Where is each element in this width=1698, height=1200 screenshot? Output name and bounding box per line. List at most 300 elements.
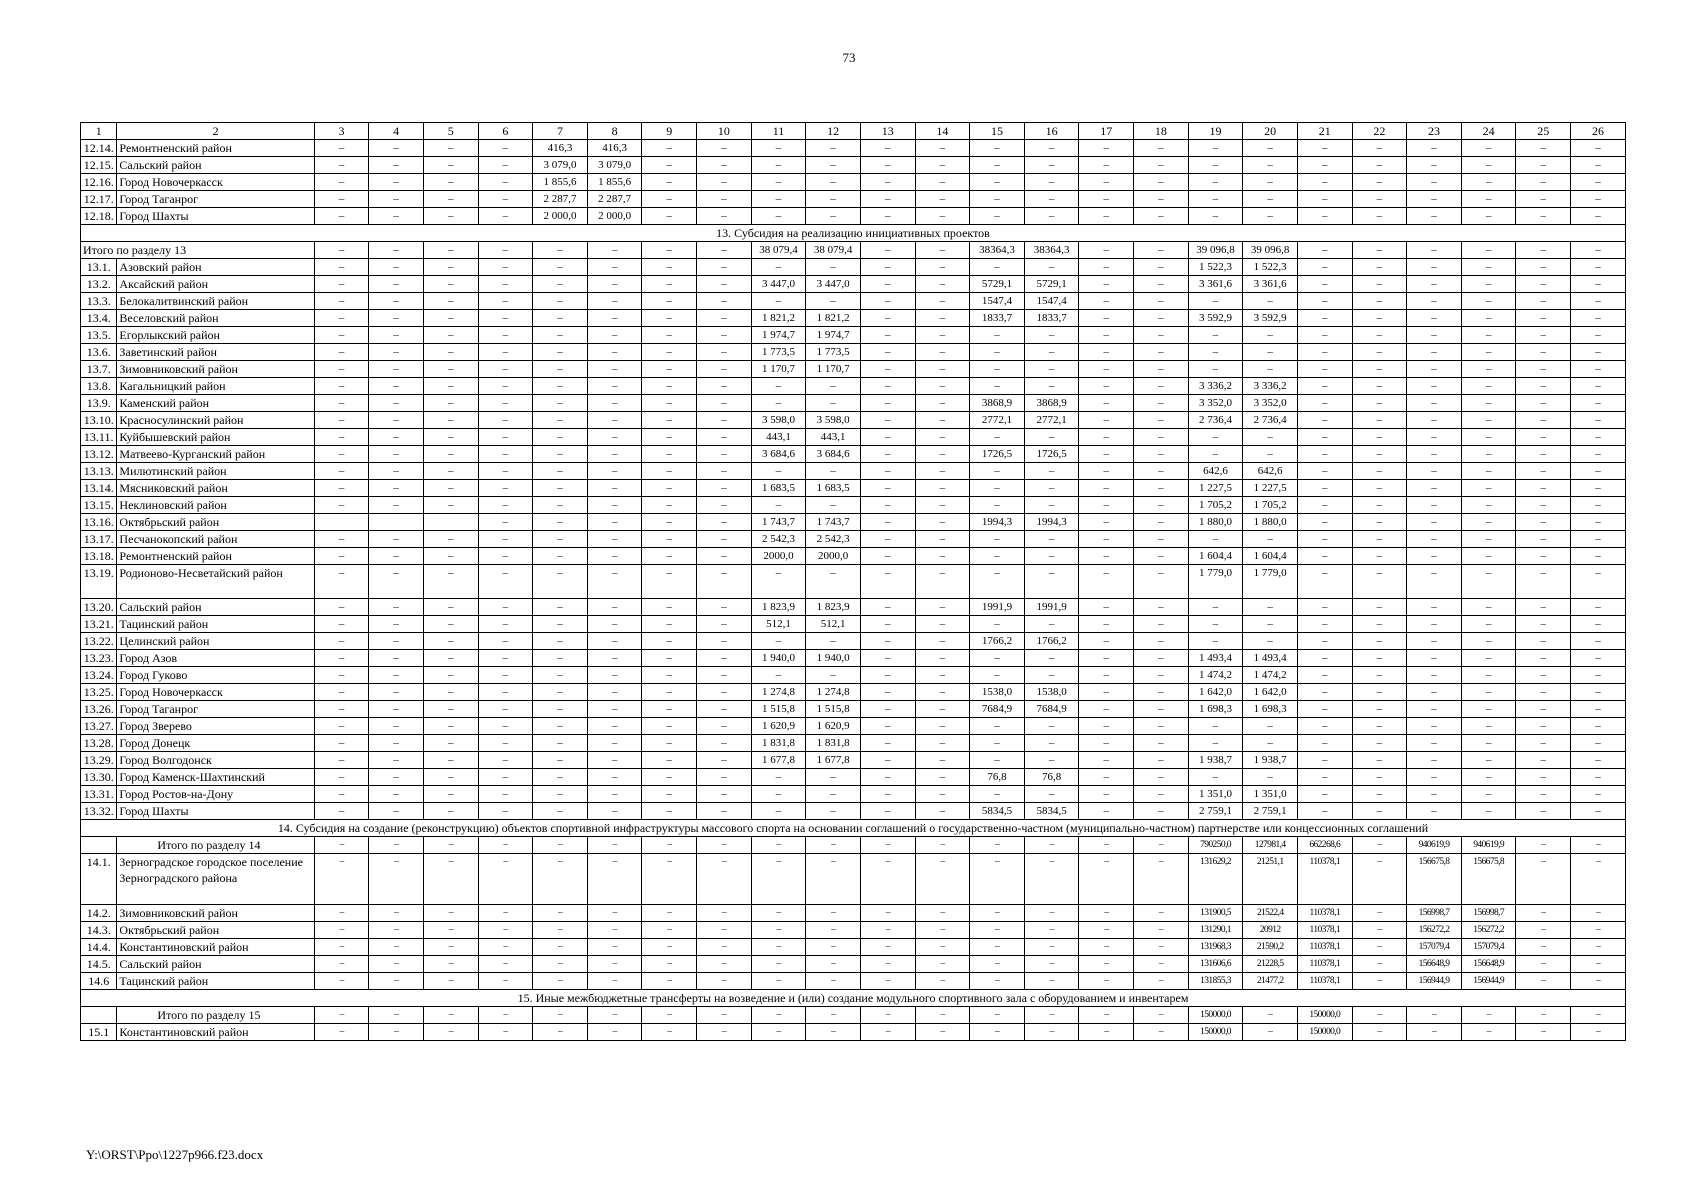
dash-cell: – bbox=[423, 361, 478, 378]
dash-cell: – bbox=[1134, 599, 1189, 616]
dash-cell: – bbox=[915, 327, 970, 344]
dash-cell: – bbox=[751, 463, 806, 480]
dash-cell: – bbox=[751, 922, 806, 939]
dash-cell: – bbox=[970, 344, 1025, 361]
value-cell: 38364,3 bbox=[970, 242, 1025, 259]
row-name: Каменский район bbox=[117, 395, 314, 412]
dash-cell: – bbox=[751, 565, 806, 599]
dash-cell: – bbox=[1407, 803, 1462, 820]
row-name: Целинский район bbox=[117, 633, 314, 650]
value-cell: 1 855,6 bbox=[587, 174, 642, 191]
row-number: 13.1. bbox=[81, 259, 117, 276]
value-cell: 21590,2 bbox=[1243, 939, 1298, 956]
dash-cell: – bbox=[533, 752, 588, 769]
dash-cell: – bbox=[1571, 1024, 1626, 1041]
dash-cell: – bbox=[915, 514, 970, 531]
dash-cell: – bbox=[1461, 667, 1516, 684]
value-cell: 2 542,3 bbox=[751, 531, 806, 548]
dash-cell: – bbox=[1079, 191, 1134, 208]
value-cell: 3868,9 bbox=[1024, 395, 1079, 412]
row-name: Город Новочеркасск bbox=[117, 684, 314, 701]
dash-cell: – bbox=[1243, 140, 1298, 157]
dash-cell: – bbox=[1243, 174, 1298, 191]
dash-cell: – bbox=[1079, 684, 1134, 701]
dash-cell: – bbox=[1079, 157, 1134, 174]
dash-cell: – bbox=[642, 310, 697, 327]
table-row bbox=[81, 599, 1626, 616]
dash-cell: – bbox=[478, 939, 533, 956]
dash-cell: – bbox=[423, 1024, 478, 1041]
table-row bbox=[81, 803, 1626, 820]
value-cell: 1 677,8 bbox=[806, 752, 861, 769]
dash-cell: – bbox=[915, 497, 970, 514]
dash-cell: – bbox=[915, 548, 970, 565]
dash-cell: – bbox=[915, 684, 970, 701]
row-number: 13.20. bbox=[81, 599, 117, 616]
dash-cell: – bbox=[1407, 718, 1462, 735]
dash-cell: – bbox=[697, 973, 752, 990]
dash-cell: – bbox=[1571, 327, 1626, 344]
dash-cell: – bbox=[1461, 497, 1516, 514]
dash-cell: – bbox=[533, 650, 588, 667]
dash-cell: – bbox=[1024, 973, 1079, 990]
value-cell: 2 736,4 bbox=[1188, 412, 1243, 429]
dash-cell: – bbox=[478, 565, 533, 599]
column-header: 10 bbox=[697, 123, 752, 140]
dash-cell: – bbox=[1352, 463, 1407, 480]
value-cell: 1 779,0 bbox=[1243, 565, 1298, 599]
dash-cell: – bbox=[1297, 259, 1352, 276]
dash-cell: – bbox=[642, 973, 697, 990]
column-header: 7 bbox=[533, 123, 588, 140]
section-heading: 15. Иные межбюджетные трансферты на возведение и (или) создание модульного спортивного зала с оборудованием и инвентарем bbox=[81, 990, 1626, 1007]
dash-cell: – bbox=[1297, 786, 1352, 803]
dash-cell: – bbox=[1352, 616, 1407, 633]
table-row bbox=[81, 684, 1626, 701]
dash-cell: – bbox=[314, 191, 369, 208]
value-cell: 3 598,0 bbox=[806, 412, 861, 429]
table-row bbox=[81, 446, 1626, 463]
column-header: 23 bbox=[1407, 123, 1462, 140]
dash-cell: – bbox=[587, 684, 642, 701]
dash-cell: – bbox=[1516, 565, 1571, 599]
dash-cell: – bbox=[1571, 650, 1626, 667]
value-cell: 39 096,8 bbox=[1188, 242, 1243, 259]
dash-cell: – bbox=[1188, 446, 1243, 463]
dash-cell: – bbox=[1134, 939, 1189, 956]
dash-cell: – bbox=[970, 378, 1025, 395]
row-name: Красносулинский район bbox=[117, 412, 314, 429]
row-name: Аксайский район bbox=[117, 276, 314, 293]
table-row bbox=[81, 514, 1626, 531]
dash-cell: – bbox=[587, 650, 642, 667]
dash-cell: – bbox=[697, 327, 752, 344]
dash-cell: – bbox=[1134, 701, 1189, 718]
dash-cell: – bbox=[860, 395, 915, 412]
dash-cell: – bbox=[806, 174, 861, 191]
value-cell: 3 336,2 bbox=[1188, 378, 1243, 395]
row-name: Белокалитвинский район bbox=[117, 293, 314, 310]
dash-cell: – bbox=[587, 633, 642, 650]
dash-cell: – bbox=[1516, 548, 1571, 565]
dash-cell: – bbox=[478, 650, 533, 667]
dash-cell: – bbox=[1297, 412, 1352, 429]
dash-cell: – bbox=[860, 939, 915, 956]
dash-cell: – bbox=[915, 565, 970, 599]
dash-cell: – bbox=[1134, 616, 1189, 633]
dash-cell: – bbox=[314, 293, 369, 310]
dash-cell: – bbox=[1079, 565, 1134, 599]
value-cell: 2772,1 bbox=[1024, 412, 1079, 429]
table-row bbox=[81, 701, 1626, 718]
dash-cell: – bbox=[423, 837, 478, 854]
value-cell: 1 642,0 bbox=[1188, 684, 1243, 701]
dash-cell: – bbox=[423, 242, 478, 259]
row-name: Итого по разделу 15 bbox=[117, 1007, 314, 1024]
dash-cell: – bbox=[1134, 242, 1189, 259]
dash-cell: – bbox=[423, 599, 478, 616]
value-cell: 1766,2 bbox=[970, 633, 1025, 650]
dash-cell: – bbox=[751, 395, 806, 412]
dash-cell: – bbox=[1188, 174, 1243, 191]
dash-cell: – bbox=[1516, 616, 1571, 633]
dash-cell: – bbox=[1243, 446, 1298, 463]
dash-cell: – bbox=[1134, 684, 1189, 701]
dash-cell: – bbox=[423, 480, 478, 497]
dash-cell: – bbox=[860, 922, 915, 939]
dash-cell: – bbox=[915, 752, 970, 769]
dash-cell: – bbox=[642, 259, 697, 276]
dash-cell: – bbox=[915, 361, 970, 378]
dash-cell: – bbox=[1024, 208, 1079, 225]
dash-cell: – bbox=[1516, 344, 1571, 361]
value-cell: 156944,9 bbox=[1461, 973, 1516, 990]
dash-cell: – bbox=[1024, 548, 1079, 565]
dash-cell: – bbox=[642, 650, 697, 667]
dash-cell: – bbox=[751, 905, 806, 922]
dash-cell: – bbox=[533, 1007, 588, 1024]
row-number: 13.6. bbox=[81, 344, 117, 361]
dash-cell: – bbox=[478, 259, 533, 276]
dash-cell: – bbox=[533, 599, 588, 616]
row-number: 13.19. bbox=[81, 565, 117, 599]
table-row bbox=[81, 735, 1626, 752]
dash-cell: – bbox=[1243, 531, 1298, 548]
dash-cell: – bbox=[860, 752, 915, 769]
value-cell: 3 361,6 bbox=[1188, 276, 1243, 293]
dash-cell: – bbox=[369, 565, 424, 599]
row-name: Зерноградское городское поселение Зерноградского района bbox=[117, 854, 314, 905]
dash-cell: – bbox=[369, 718, 424, 735]
dash-cell: – bbox=[751, 208, 806, 225]
dash-cell: – bbox=[478, 242, 533, 259]
dash-cell: – bbox=[587, 837, 642, 854]
dash-cell: – bbox=[1079, 769, 1134, 786]
dash-cell: – bbox=[1243, 769, 1298, 786]
dash-cell: – bbox=[1024, 786, 1079, 803]
value-cell: 21251,1 bbox=[1243, 854, 1298, 905]
value-cell: 1 821,2 bbox=[751, 310, 806, 327]
dash-cell: – bbox=[423, 803, 478, 820]
row-number: 12.15. bbox=[81, 157, 117, 174]
dash-cell: – bbox=[533, 446, 588, 463]
dash-cell: – bbox=[915, 446, 970, 463]
dash-cell: – bbox=[587, 786, 642, 803]
dash-cell: – bbox=[1461, 650, 1516, 667]
dash-cell: – bbox=[587, 769, 642, 786]
row-name: Сальский район bbox=[117, 157, 314, 174]
dash-cell: – bbox=[1352, 531, 1407, 548]
dash-cell: – bbox=[642, 480, 697, 497]
dash-cell: – bbox=[533, 973, 588, 990]
dash-cell: – bbox=[1571, 344, 1626, 361]
dash-cell: – bbox=[697, 548, 752, 565]
row-number: 13.27. bbox=[81, 718, 117, 735]
dash-cell: – bbox=[915, 531, 970, 548]
dash-cell: – bbox=[642, 633, 697, 650]
dash-cell: – bbox=[642, 667, 697, 684]
dash-cell: – bbox=[806, 939, 861, 956]
row-name: Песчанокопский район bbox=[117, 531, 314, 548]
dash-cell: – bbox=[1352, 327, 1407, 344]
dash-cell: – bbox=[1571, 939, 1626, 956]
dash-cell: – bbox=[1079, 905, 1134, 922]
dash-cell: – bbox=[1079, 752, 1134, 769]
dash-cell: – bbox=[642, 922, 697, 939]
dash-cell: – bbox=[1079, 344, 1134, 361]
dash-cell: – bbox=[1407, 599, 1462, 616]
value-cell: 662268,6 bbox=[1297, 837, 1352, 854]
value-cell: 3 336,2 bbox=[1243, 378, 1298, 395]
row-number bbox=[81, 837, 117, 854]
value-cell: 110378,1 bbox=[1297, 922, 1352, 939]
dash-cell: – bbox=[642, 803, 697, 820]
dash-cell: – bbox=[1297, 293, 1352, 310]
value-cell: 1726,5 bbox=[1024, 446, 1079, 463]
dash-cell: – bbox=[423, 905, 478, 922]
dash-cell: – bbox=[860, 157, 915, 174]
dash-cell: – bbox=[314, 973, 369, 990]
dash-cell: – bbox=[1134, 752, 1189, 769]
dash-cell: – bbox=[860, 140, 915, 157]
dash-cell: – bbox=[697, 701, 752, 718]
dash-cell: – bbox=[1407, 650, 1462, 667]
section-heading-row bbox=[81, 820, 1626, 837]
dash-cell: – bbox=[1352, 803, 1407, 820]
dash-cell: – bbox=[1134, 769, 1189, 786]
dash-cell: – bbox=[478, 361, 533, 378]
dash-cell: – bbox=[533, 429, 588, 446]
empty-cell bbox=[423, 514, 478, 531]
dash-cell: – bbox=[1516, 378, 1571, 395]
dash-cell: – bbox=[1297, 480, 1352, 497]
dash-cell: – bbox=[1571, 565, 1626, 599]
table-row bbox=[81, 395, 1626, 412]
dash-cell: – bbox=[423, 310, 478, 327]
value-cell: 1 743,7 bbox=[751, 514, 806, 531]
dash-cell: – bbox=[1571, 395, 1626, 412]
column-header: 13 bbox=[860, 123, 915, 140]
dash-cell: – bbox=[423, 412, 478, 429]
table-row bbox=[81, 650, 1626, 667]
value-cell: 5834,5 bbox=[970, 803, 1025, 820]
column-header: 22 bbox=[1352, 123, 1407, 140]
dash-cell: – bbox=[369, 769, 424, 786]
dash-cell: – bbox=[1188, 208, 1243, 225]
row-name: Город Ростов-на-Дону bbox=[117, 786, 314, 803]
dash-cell: – bbox=[1134, 973, 1189, 990]
dash-cell: – bbox=[860, 361, 915, 378]
dash-cell: – bbox=[1352, 293, 1407, 310]
dash-cell: – bbox=[751, 786, 806, 803]
row-number: 13.9. bbox=[81, 395, 117, 412]
dash-cell: – bbox=[1079, 242, 1134, 259]
dash-cell: – bbox=[642, 395, 697, 412]
row-number: 13.16. bbox=[81, 514, 117, 531]
dash-cell: – bbox=[697, 599, 752, 616]
dash-cell: – bbox=[1407, 395, 1462, 412]
dash-cell: – bbox=[423, 633, 478, 650]
dash-cell: – bbox=[1352, 344, 1407, 361]
dash-cell: – bbox=[1352, 514, 1407, 531]
dash-cell: – bbox=[1297, 191, 1352, 208]
table-row bbox=[81, 327, 1626, 344]
dash-cell: – bbox=[915, 378, 970, 395]
dash-cell: – bbox=[1243, 361, 1298, 378]
dash-cell: – bbox=[860, 548, 915, 565]
dash-cell: – bbox=[369, 684, 424, 701]
dash-cell: – bbox=[697, 803, 752, 820]
dash-cell: – bbox=[1571, 633, 1626, 650]
value-cell: 127981,4 bbox=[1243, 837, 1298, 854]
dash-cell: – bbox=[1079, 293, 1134, 310]
dash-cell: – bbox=[697, 276, 752, 293]
column-header: 12 bbox=[806, 123, 861, 140]
value-cell: 157079,4 bbox=[1407, 939, 1462, 956]
section-heading-row bbox=[81, 225, 1626, 242]
value-cell: 3 684,6 bbox=[806, 446, 861, 463]
dash-cell: – bbox=[423, 735, 478, 752]
dash-cell: – bbox=[697, 769, 752, 786]
dash-cell: – bbox=[478, 480, 533, 497]
dash-cell: – bbox=[970, 548, 1025, 565]
dash-cell: – bbox=[369, 939, 424, 956]
dash-cell: – bbox=[314, 344, 369, 361]
dash-cell: – bbox=[697, 412, 752, 429]
dash-cell: – bbox=[369, 429, 424, 446]
dash-cell: – bbox=[1297, 718, 1352, 735]
dash-cell: – bbox=[587, 327, 642, 344]
dash-cell: – bbox=[1516, 140, 1571, 157]
value-cell: 1 831,8 bbox=[806, 735, 861, 752]
dash-cell: – bbox=[314, 378, 369, 395]
dash-cell: – bbox=[1352, 1007, 1407, 1024]
empty-cell bbox=[314, 514, 369, 531]
dash-cell: – bbox=[1571, 735, 1626, 752]
dash-cell: – bbox=[369, 548, 424, 565]
dash-cell: – bbox=[915, 599, 970, 616]
table-row bbox=[81, 310, 1626, 327]
row-name: Город Азов bbox=[117, 650, 314, 667]
dash-cell: – bbox=[1571, 242, 1626, 259]
dash-cell: – bbox=[915, 310, 970, 327]
dash-cell: – bbox=[915, 480, 970, 497]
table-row bbox=[81, 242, 1626, 259]
row-name: Сальский район bbox=[117, 956, 314, 973]
dash-cell: – bbox=[533, 259, 588, 276]
dash-cell: – bbox=[314, 1007, 369, 1024]
dash-cell: – bbox=[1461, 412, 1516, 429]
dash-cell: – bbox=[1024, 378, 1079, 395]
dash-cell: – bbox=[1297, 565, 1352, 599]
table-row bbox=[81, 973, 1626, 990]
dash-cell: – bbox=[1134, 361, 1189, 378]
dash-cell: – bbox=[314, 837, 369, 854]
dash-cell: – bbox=[806, 667, 861, 684]
dash-cell: – bbox=[1024, 174, 1079, 191]
dash-cell: – bbox=[806, 769, 861, 786]
row-name: Заветинский район bbox=[117, 344, 314, 361]
dash-cell: – bbox=[1352, 718, 1407, 735]
dash-cell: – bbox=[806, 191, 861, 208]
value-cell: 131290,1 bbox=[1188, 922, 1243, 939]
dash-cell: – bbox=[423, 429, 478, 446]
dash-cell: – bbox=[1571, 1007, 1626, 1024]
dash-cell: – bbox=[1352, 191, 1407, 208]
dash-cell: – bbox=[860, 837, 915, 854]
value-cell: 156675,8 bbox=[1461, 854, 1516, 905]
table-row bbox=[81, 769, 1626, 786]
dash-cell: – bbox=[314, 905, 369, 922]
dash-cell: – bbox=[423, 922, 478, 939]
dash-cell: – bbox=[642, 837, 697, 854]
dash-cell: – bbox=[1079, 310, 1134, 327]
dash-cell: – bbox=[1352, 939, 1407, 956]
dash-cell: – bbox=[1461, 361, 1516, 378]
table-row bbox=[81, 565, 1626, 599]
dash-cell: – bbox=[1024, 259, 1079, 276]
dash-cell: – bbox=[533, 803, 588, 820]
dash-cell: – bbox=[478, 837, 533, 854]
dash-cell: – bbox=[1516, 531, 1571, 548]
dash-cell: – bbox=[1571, 905, 1626, 922]
row-name: Ремонтненский район bbox=[117, 140, 314, 157]
dash-cell: – bbox=[751, 939, 806, 956]
dash-cell: – bbox=[642, 718, 697, 735]
dash-cell: – bbox=[1407, 310, 1462, 327]
dash-cell: – bbox=[1516, 599, 1571, 616]
dash-cell: – bbox=[1461, 327, 1516, 344]
dash-cell: – bbox=[1024, 429, 1079, 446]
dash-cell: – bbox=[314, 956, 369, 973]
dash-cell: – bbox=[533, 531, 588, 548]
row-number: 14.1. bbox=[81, 854, 117, 905]
value-cell: 1547,4 bbox=[970, 293, 1025, 310]
dash-cell: – bbox=[1407, 242, 1462, 259]
column-header: 2 bbox=[117, 123, 314, 140]
dash-cell: – bbox=[642, 208, 697, 225]
dash-cell: – bbox=[1243, 344, 1298, 361]
dash-cell: – bbox=[1461, 531, 1516, 548]
dash-cell: – bbox=[697, 157, 752, 174]
dash-cell: – bbox=[478, 735, 533, 752]
row-number: 13.32. bbox=[81, 803, 117, 820]
dash-cell: – bbox=[915, 412, 970, 429]
dash-cell: – bbox=[314, 633, 369, 650]
dash-cell: – bbox=[970, 463, 1025, 480]
value-cell: 1 493,4 bbox=[1188, 650, 1243, 667]
dash-cell: – bbox=[314, 718, 369, 735]
